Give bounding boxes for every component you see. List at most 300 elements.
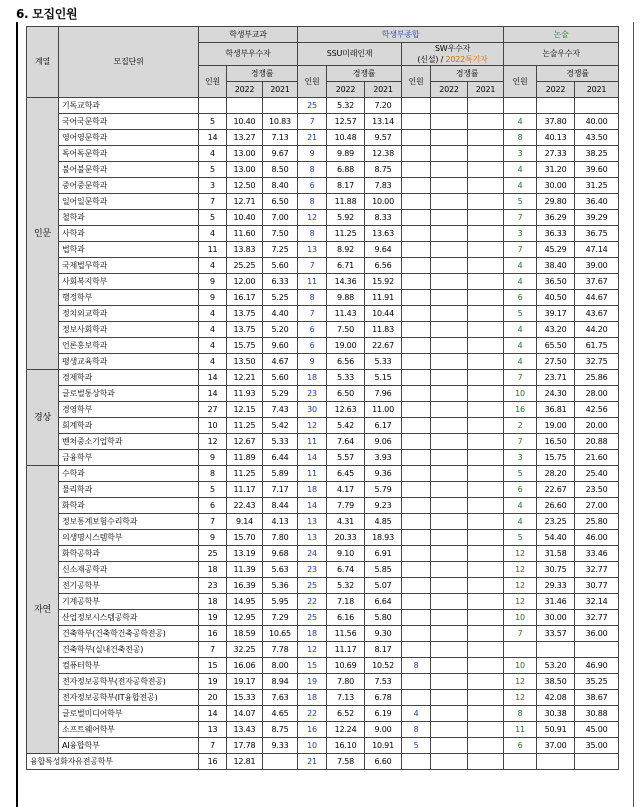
track3-ratio-2022 [431, 498, 468, 514]
header-count: 인원 [199, 66, 227, 98]
track2-count: 13 [298, 530, 327, 546]
track1-ratio-2021 [263, 98, 298, 114]
track2-count: 24 [298, 546, 327, 562]
unit-cell: 불어불문학과 [59, 162, 199, 178]
track1-count: 4 [199, 258, 227, 274]
track2-count: 6 [298, 322, 327, 338]
track4-ratio-2021: 31.25 [575, 178, 619, 194]
track1-ratio-2022: 16.06 [227, 658, 263, 674]
track3-count: 5 [402, 738, 431, 754]
track3-count [402, 610, 431, 626]
track4-ratio-2022: 31.20 [537, 162, 575, 178]
track3-ratio-2021 [468, 690, 504, 706]
unit-cell: 의생명시스템학부 [59, 530, 199, 546]
track1-count: 18 [199, 562, 227, 578]
track4-count [504, 98, 537, 114]
track3-ratio-2022 [431, 546, 468, 562]
track1-count: 4 [199, 226, 227, 242]
table-row [27, 322, 619, 338]
header-track4-name: 논술우수자 [504, 43, 619, 66]
track4-count: 4 [504, 114, 537, 130]
table-row [27, 258, 619, 274]
track4-ratio-2022: 36.50 [537, 274, 575, 290]
track4-count: 11 [504, 722, 537, 738]
unit-cell: 회계학과 [59, 418, 199, 434]
track2-ratio-2021: 6.17 [365, 418, 402, 434]
table-row [27, 194, 619, 210]
track4-ratio-2022: 33.57 [537, 626, 575, 642]
table-row [27, 146, 619, 162]
track1-ratio-2022: 10.40 [227, 114, 263, 130]
track1-ratio-2021: 10.65 [263, 626, 298, 642]
track4-ratio-2022: 24.30 [537, 386, 575, 402]
track3-count [402, 322, 431, 338]
track1-count: 18 [199, 594, 227, 610]
track1-ratio-2022: 19.17 [227, 674, 263, 690]
track4-count: 4 [504, 338, 537, 354]
track1-ratio-2021: 9.33 [263, 738, 298, 754]
header-track1-name: 학생부우수자 [199, 43, 298, 66]
track3-ratio-2021 [468, 482, 504, 498]
track3-ratio-2022 [431, 226, 468, 242]
table-row [27, 594, 619, 610]
track2-ratio-2021: 5.15 [365, 370, 402, 386]
track3-count [402, 562, 431, 578]
track3-ratio-2021 [468, 514, 504, 530]
track4-ratio-2021: 36.75 [575, 226, 619, 242]
track3-ratio-2022 [431, 162, 468, 178]
track3-count [402, 338, 431, 354]
track3-ratio-2022 [431, 482, 468, 498]
track2-count: 8 [298, 290, 327, 306]
track3-ratio-2022 [431, 578, 468, 594]
track2-count: 25 [298, 578, 327, 594]
track1-count: 23 [199, 578, 227, 594]
track2-ratio-2022: 10.48 [327, 130, 365, 146]
track2-ratio-2021: 10.44 [365, 306, 402, 322]
track1-ratio-2021: 5.42 [263, 418, 298, 434]
track3-ratio-2022 [431, 210, 468, 226]
track2-count: 11 [298, 274, 327, 290]
track4-ratio-2021: 32.77 [575, 610, 619, 626]
track4-ratio-2022: 50.91 [537, 722, 575, 738]
track3-ratio-2022 [431, 146, 468, 162]
track4-count: 5 [504, 306, 537, 322]
track3-count [402, 258, 431, 274]
track3-ratio-2022 [431, 178, 468, 194]
track1-count: 11 [199, 242, 227, 258]
track1-count [199, 98, 227, 114]
track4-ratio-2022: 30.00 [537, 610, 575, 626]
track2-ratio-2021: 15.92 [365, 274, 402, 290]
table-row [27, 274, 619, 290]
track1-ratio-2022: 32.25 [227, 642, 263, 658]
track1-count: 9 [199, 290, 227, 306]
track4-ratio-2021: 38.67 [575, 690, 619, 706]
track4-ratio-2021: 25.80 [575, 514, 619, 530]
track3-ratio-2021 [468, 98, 504, 114]
track3-count [402, 114, 431, 130]
track2-ratio-2021: 5.79 [365, 482, 402, 498]
track4-ratio-2022: 29.80 [537, 194, 575, 210]
table-row [27, 226, 619, 242]
track3-ratio-2022 [431, 658, 468, 674]
track3-ratio-2021 [468, 546, 504, 562]
track2-ratio-2022: 7.80 [327, 674, 365, 690]
track3-ratio-2022 [431, 258, 468, 274]
unit-cell: 신소재공학과 [59, 562, 199, 578]
track2-ratio-2022: 5.42 [327, 418, 365, 434]
track2-ratio-2021: 5.33 [365, 354, 402, 370]
track3-count [402, 274, 431, 290]
track4-count: 5 [504, 466, 537, 482]
table-row [27, 338, 619, 354]
unit-cell: 행정학부 [59, 290, 199, 306]
track2-ratio-2022: 5.92 [327, 210, 365, 226]
track1-ratio-2021: 7.25 [263, 242, 298, 258]
track2-ratio-2022: 7.18 [327, 594, 365, 610]
track1-ratio-2021: 5.89 [263, 466, 298, 482]
track1-ratio-2022: 10.40 [227, 210, 263, 226]
track4-ratio-2022: 31.58 [537, 546, 575, 562]
track3-ratio-2021 [468, 674, 504, 690]
track3-count [402, 242, 431, 258]
track1-count: 9 [199, 274, 227, 290]
track1-ratio-2021: 4.13 [263, 514, 298, 530]
track3-ratio-2022 [431, 386, 468, 402]
track2-count: 11 [298, 434, 327, 450]
header-track2-name: SSU미래인재 [298, 43, 402, 66]
track1-ratio-2022: 18.59 [227, 626, 263, 642]
track2-ratio-2022: 11.43 [327, 306, 365, 322]
unit-cell: 화학과 [59, 498, 199, 514]
track2-ratio-2021: 9.06 [365, 434, 402, 450]
track3-ratio-2021 [468, 466, 504, 482]
header-track2-group: 학생부종합 [298, 27, 504, 43]
unit-cell: 전자정보공학부(전자공학전공) [59, 674, 199, 690]
table-row [27, 434, 619, 450]
track4-count: 7 [504, 370, 537, 386]
track4-count: 10 [504, 386, 537, 402]
track3-count [402, 578, 431, 594]
header-count: 인원 [298, 66, 327, 98]
track4-ratio-2021: 20.00 [575, 418, 619, 434]
track3-ratio-2022 [431, 274, 468, 290]
track1-ratio-2022: 13.83 [227, 242, 263, 258]
track1-ratio-2022: 12.71 [227, 194, 263, 210]
header-track3-name [402, 43, 504, 66]
track2-count: 12 [298, 418, 327, 434]
track4-count: 12 [504, 674, 537, 690]
unit-cell: 소프트웨어학부 [59, 722, 199, 738]
unit-cell: 기계공학부 [59, 594, 199, 610]
track1-ratio-2022: 11.39 [227, 562, 263, 578]
track4-count: 8 [504, 130, 537, 146]
track4-ratio-2021: 32.14 [575, 594, 619, 610]
track3-ratio-2022 [431, 114, 468, 130]
track2-ratio-2022: 7.58 [327, 754, 365, 770]
track3-count [402, 194, 431, 210]
unit-cell: 영어영문학과 [59, 130, 199, 146]
track4-ratio-2022: 40.13 [537, 130, 575, 146]
track1-count: 4 [199, 322, 227, 338]
admissions-table [26, 26, 619, 770]
track4-ratio-2021: 25.40 [575, 466, 619, 482]
track3-count [402, 146, 431, 162]
track3-count [402, 594, 431, 610]
track3-ratio-2021 [468, 194, 504, 210]
table-row [27, 754, 619, 770]
track3-ratio-2021 [468, 578, 504, 594]
track2-ratio-2022: 6.56 [327, 354, 365, 370]
track4-ratio-2021: 39.60 [575, 162, 619, 178]
track4-ratio-2021: 38.25 [575, 146, 619, 162]
table-row [27, 290, 619, 306]
track1-ratio-2022: 11.25 [227, 418, 263, 434]
track4-ratio-2021 [575, 642, 619, 658]
track1-ratio-2022: 22.43 [227, 498, 263, 514]
track1-ratio-2021: 10.83 [263, 114, 298, 130]
unit-cell: 일어일문학과 [59, 194, 199, 210]
track4-count: 12 [504, 690, 537, 706]
track2-ratio-2022: 20.33 [327, 530, 365, 546]
track1-count: 7 [199, 738, 227, 754]
unit-cell: 정치외교학과 [59, 306, 199, 322]
table-row [27, 514, 619, 530]
track1-count: 16 [199, 754, 227, 770]
header-track3-sep: / [440, 55, 444, 64]
track3-ratio-2021 [468, 338, 504, 354]
track4-ratio-2022: 19.00 [537, 418, 575, 434]
track2-ratio-2022: 6.74 [327, 562, 365, 578]
track2-ratio-2021: 7.20 [365, 98, 402, 114]
track2-ratio-2022: 7.64 [327, 434, 365, 450]
track3-ratio-2022 [431, 626, 468, 642]
track4-count: 4 [504, 498, 537, 514]
unit-cell: 기독교학과 [59, 98, 199, 114]
unit-cell: 중어중문학과 [59, 178, 199, 194]
section-title: 6. 모집인원 [16, 7, 78, 21]
track3-count [402, 514, 431, 530]
header-ratio: 경쟁률 [327, 66, 402, 82]
unit-cell: AI융합학부 [59, 738, 199, 754]
track3-ratio-2022 [431, 306, 468, 322]
table-row [27, 738, 619, 754]
header-2022: 2022 [227, 82, 263, 98]
track4-count: 10 [504, 610, 537, 626]
unit-cell: 컴퓨터학부 [59, 658, 199, 674]
table-row [27, 418, 619, 434]
track3-ratio-2021 [468, 722, 504, 738]
track4-count: 8 [504, 706, 537, 722]
track2-count: 9 [298, 146, 327, 162]
track2-ratio-2022: 16.10 [327, 738, 365, 754]
track1-count: 4 [199, 354, 227, 370]
track4-ratio-2022 [537, 754, 575, 770]
unit-cell: 법학과 [59, 242, 199, 258]
track4-ratio-2022: 27.33 [537, 146, 575, 162]
track4-count: 3 [504, 450, 537, 466]
unit-cell: 벤처중소기업학과 [59, 434, 199, 450]
track4-count: 7 [504, 434, 537, 450]
track1-count: 20 [199, 690, 227, 706]
track4-ratio-2022: 45.29 [537, 242, 575, 258]
track1-count: 15 [199, 658, 227, 674]
track4-ratio-2021: 32.77 [575, 562, 619, 578]
track3-count [402, 354, 431, 370]
unit-cell: 언론홍보학과 [59, 338, 199, 354]
track4-ratio-2022: 23.71 [537, 370, 575, 386]
track1-ratio-2022: 17.78 [227, 738, 263, 754]
track2-ratio-2022: 10.69 [327, 658, 365, 674]
track4-ratio-2022: 30.38 [537, 706, 575, 722]
track1-ratio-2021: 7.80 [263, 530, 298, 546]
track3-count [402, 418, 431, 434]
track4-ratio-2022: 37.80 [537, 114, 575, 130]
unit-cell: 철학과 [59, 210, 199, 226]
track1-ratio-2022: 14.07 [227, 706, 263, 722]
track1-count: 10 [199, 418, 227, 434]
track1-ratio-2021: 5.60 [263, 370, 298, 386]
track1-ratio-2021: 6.44 [263, 450, 298, 466]
track4-count: 6 [504, 738, 537, 754]
track4-ratio-2022: 31.46 [537, 594, 575, 610]
track3-ratio-2021 [468, 434, 504, 450]
track3-ratio-2021 [468, 402, 504, 418]
track2-ratio-2021: 5.85 [365, 562, 402, 578]
track1-ratio-2021: 7.78 [263, 642, 298, 658]
track1-ratio-2022: 12.50 [227, 178, 263, 194]
track4-count: 4 [504, 514, 537, 530]
track2-ratio-2022: 14.36 [327, 274, 365, 290]
track3-ratio-2021 [468, 146, 504, 162]
track1-count: 14 [199, 370, 227, 386]
track4-ratio-2022: 38.50 [537, 674, 575, 690]
track2-ratio-2022: 6.50 [327, 386, 365, 402]
table-row [27, 306, 619, 322]
track4-ratio-2022: 15.75 [537, 450, 575, 466]
track2-ratio-2021: 10.52 [365, 658, 402, 674]
table-row [27, 578, 619, 594]
track2-ratio-2022: 12.24 [327, 722, 365, 738]
track3-ratio-2022 [431, 98, 468, 114]
track1-ratio-2022: 15.70 [227, 530, 263, 546]
track2-count: 15 [298, 658, 327, 674]
table-row [27, 402, 619, 418]
track1-ratio-2022: 12.67 [227, 434, 263, 450]
track4-ratio-2022: 65.50 [537, 338, 575, 354]
track4-ratio-2021: 43.50 [575, 130, 619, 146]
track4-ratio-2022: 23.25 [537, 514, 575, 530]
track2-ratio-2022: 19.00 [327, 338, 365, 354]
track4-count: 2 [504, 418, 537, 434]
track3-count: 8 [402, 658, 431, 674]
table-row [27, 466, 619, 482]
track3-count [402, 530, 431, 546]
track1-ratio-2021: 9.67 [263, 146, 298, 162]
track4-ratio-2022: 36.81 [537, 402, 575, 418]
unit-cell: 사회복지학부 [59, 274, 199, 290]
track2-ratio-2021: 9.30 [365, 626, 402, 642]
track3-count [402, 290, 431, 306]
track3-count [402, 482, 431, 498]
track3-count [402, 466, 431, 482]
track1-count: 9 [199, 530, 227, 546]
track3-ratio-2022 [431, 402, 468, 418]
table-row [27, 690, 619, 706]
track4-ratio-2021: 21.60 [575, 450, 619, 466]
track4-count: 4 [504, 274, 537, 290]
track3-ratio-2021 [468, 658, 504, 674]
track2-count: 25 [298, 610, 327, 626]
track1-ratio-2022: 16.17 [227, 290, 263, 306]
track2-count: 6 [298, 338, 327, 354]
track3-ratio-2021 [468, 306, 504, 322]
table-row [27, 610, 619, 626]
track3-count [402, 386, 431, 402]
track3-ratio-2021 [468, 274, 504, 290]
track2-count: 14 [298, 498, 327, 514]
header-count: 인원 [504, 66, 537, 98]
header-track4-group: 논술 [504, 27, 619, 43]
track4-ratio-2022: 54.40 [537, 530, 575, 546]
track1-ratio-2021: 7.50 [263, 226, 298, 242]
track4-count: 6 [504, 290, 537, 306]
track4-ratio-2022: 22.67 [537, 482, 575, 498]
track2-ratio-2021: 10.00 [365, 194, 402, 210]
track2-count: 22 [298, 594, 327, 610]
track3-ratio-2021 [468, 226, 504, 242]
track4-count: 4 [504, 354, 537, 370]
track2-ratio-2021: 3.93 [365, 450, 402, 466]
track1-count: 7 [199, 642, 227, 658]
unit-cell: 전기공학부 [59, 578, 199, 594]
track2-count: 18 [298, 690, 327, 706]
track1-count: 19 [199, 610, 227, 626]
track3-ratio-2022 [431, 530, 468, 546]
track1-ratio-2021 [263, 754, 298, 770]
track3-count: 8 [402, 722, 431, 738]
track1-ratio-2022: 25.25 [227, 258, 263, 274]
track4-ratio-2022: 30.75 [537, 562, 575, 578]
group-label: 경상 [27, 370, 59, 466]
track1-ratio-2021: 8.00 [263, 658, 298, 674]
track2-count: 10 [298, 738, 327, 754]
track2-ratio-2022: 11.56 [327, 626, 365, 642]
track4-ratio-2021: 20.88 [575, 434, 619, 450]
header-group: 계열 [27, 27, 59, 98]
track1-ratio-2022: 15.33 [227, 690, 263, 706]
track3-count [402, 626, 431, 642]
track4-ratio-2021 [575, 98, 619, 114]
track4-ratio-2021: 39.29 [575, 210, 619, 226]
track1-ratio-2021: 6.33 [263, 274, 298, 290]
track2-ratio-2022: 7.79 [327, 498, 365, 514]
header-unit: 모집단위 [59, 27, 199, 98]
track1-count: 14 [199, 386, 227, 402]
track1-ratio-2021: 4.65 [263, 706, 298, 722]
track3-ratio-2022 [431, 418, 468, 434]
track4-ratio-2022: 36.29 [537, 210, 575, 226]
track2-ratio-2021: 9.23 [365, 498, 402, 514]
track4-count: 4 [504, 178, 537, 194]
track4-count: 4 [504, 162, 537, 178]
track1-ratio-2022: 12.15 [227, 402, 263, 418]
track2-ratio-2022: 11.88 [327, 194, 365, 210]
track2-count: 23 [298, 386, 327, 402]
unit-cell: 수학과 [59, 466, 199, 482]
table-row [27, 386, 619, 402]
